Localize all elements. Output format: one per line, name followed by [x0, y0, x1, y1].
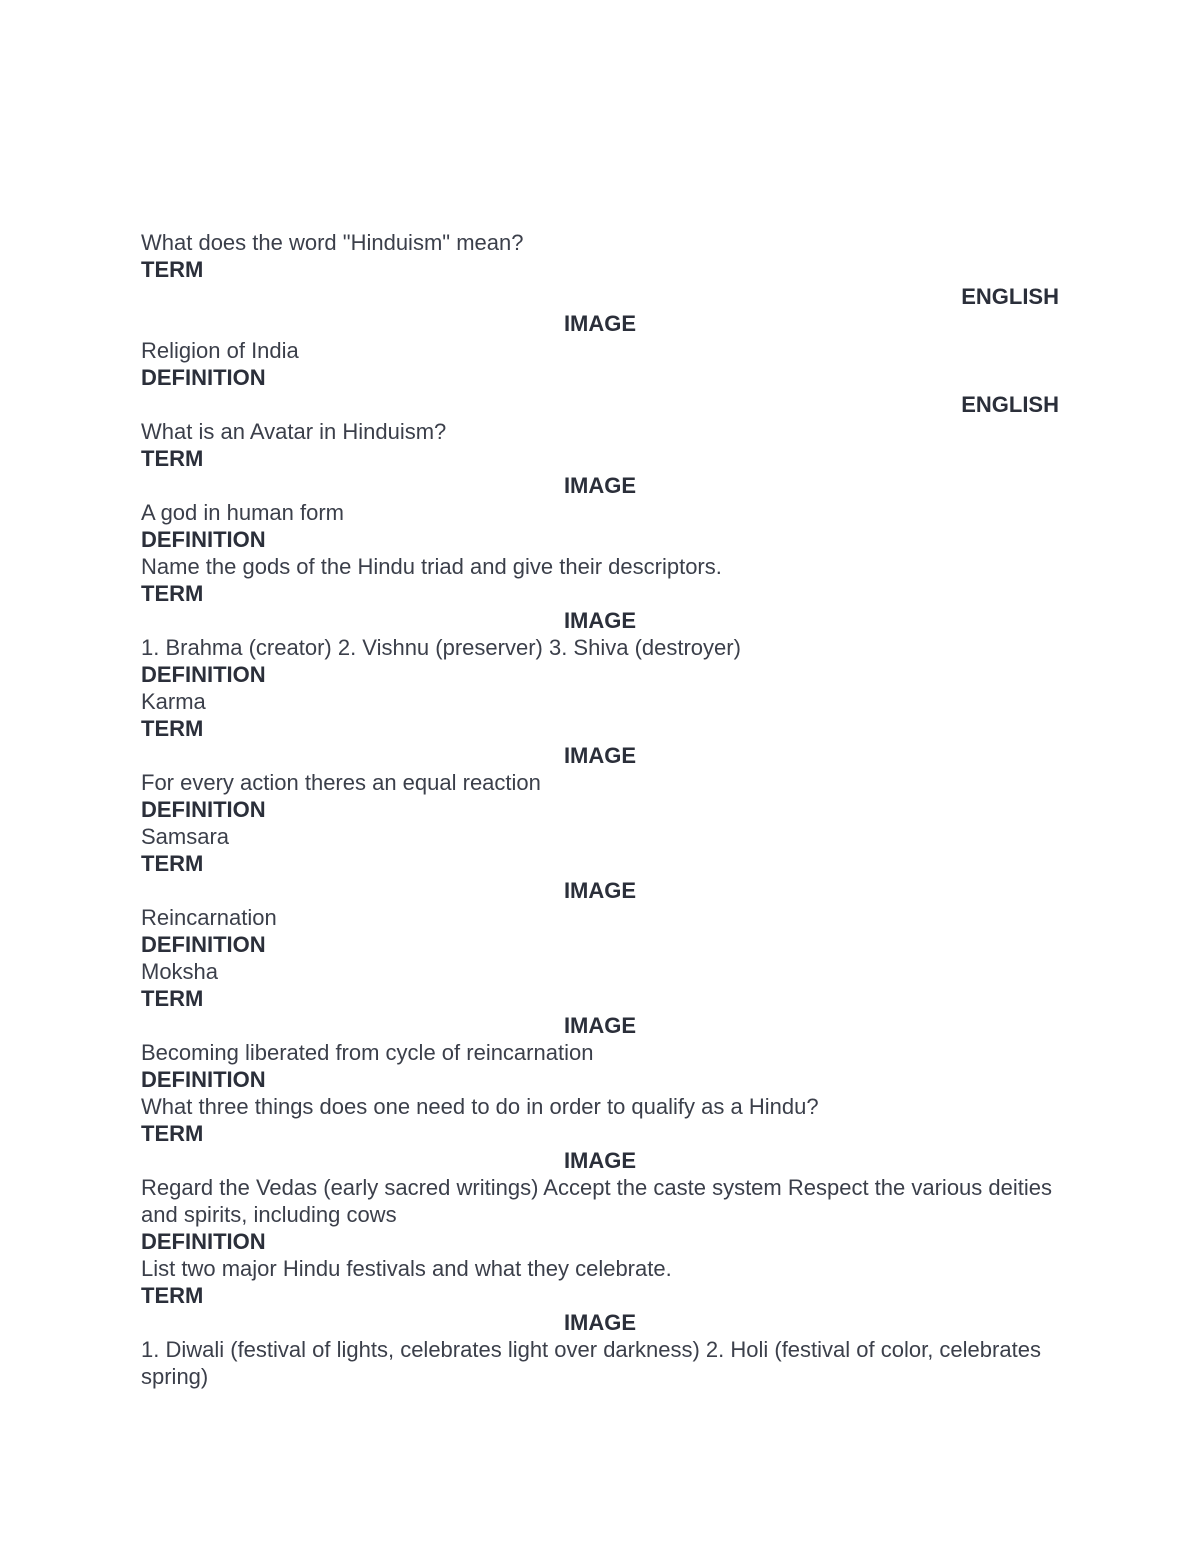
definition-label: DEFINITION	[141, 797, 266, 822]
flashcard-document	[141, 229, 1059, 1390]
image-label: IMAGE	[563, 743, 637, 768]
definition-text: Regard the Vedas (early sacred writings) Accept the caste system Respect the various deities and spirits, including cows	[141, 1175, 1052, 1227]
term-label: TERM	[141, 581, 204, 606]
image-label: IMAGE	[563, 608, 637, 633]
term-text: What three things does one need to do in order to qualify as a Hindu?	[141, 1094, 819, 1119]
definition-label: DEFINITION	[141, 932, 266, 957]
term-label: TERM	[141, 1283, 204, 1308]
term-text: List two major Hindu festivals and what they celebrate.	[141, 1256, 672, 1281]
term-text: Name the gods of the Hindu triad and give their descriptors.	[141, 554, 722, 579]
card-6	[141, 958, 1059, 1093]
image-label: IMAGE	[563, 1013, 637, 1038]
definition-text: 1. Diwali (festival of lights, celebrates light over darkness) 2. Holi (festival of color, celebrates spring)	[141, 1337, 1041, 1389]
definition-label: DEFINITION	[141, 527, 266, 552]
definition-label: DEFINITION	[141, 365, 266, 390]
definition-text: For every action theres an equal reaction	[141, 770, 541, 795]
image-label: IMAGE	[563, 473, 637, 498]
term-text: What is an Avatar in Hinduism?	[141, 419, 447, 444]
card-7	[141, 1093, 1059, 1255]
card-4	[141, 688, 1059, 823]
definition-label: DEFINITION	[141, 1067, 266, 1092]
definition-text: Becoming liberated from cycle of reincarnation	[141, 1040, 594, 1065]
image-label: IMAGE	[563, 878, 637, 903]
card-8	[141, 1255, 1059, 1390]
term-text: Karma	[141, 689, 206, 714]
definition-text: Religion of India	[141, 338, 299, 363]
term-text: Moksha	[141, 959, 219, 984]
definition-text: Reincarnation	[141, 905, 277, 930]
definition-language-label: ENGLISH	[961, 392, 1059, 417]
card-2	[141, 418, 1059, 553]
card-5	[141, 823, 1059, 958]
term-text: What does the word "Hinduism" mean?	[141, 230, 524, 255]
term-label: TERM	[141, 986, 204, 1011]
term-label: TERM	[141, 716, 204, 741]
image-label: IMAGE	[563, 1148, 637, 1173]
definition-label: DEFINITION	[141, 662, 266, 687]
term-label: TERM	[141, 1121, 204, 1146]
definition-text: 1. Brahma (creator) 2. Vishnu (preserver) 3. Shiva (destroyer)	[141, 635, 741, 660]
term-label: TERM	[141, 257, 204, 282]
term-text: Samsara	[141, 824, 230, 849]
term-label: TERM	[141, 851, 204, 876]
definition-label: DEFINITION	[141, 1229, 266, 1254]
term-language-label: ENGLISH	[961, 284, 1059, 309]
image-label: IMAGE	[563, 311, 637, 336]
image-label: IMAGE	[563, 1310, 637, 1335]
card-3	[141, 553, 1059, 688]
definition-text: A god in human form	[141, 500, 345, 525]
term-label: TERM	[141, 446, 204, 471]
card-1	[141, 229, 1059, 418]
